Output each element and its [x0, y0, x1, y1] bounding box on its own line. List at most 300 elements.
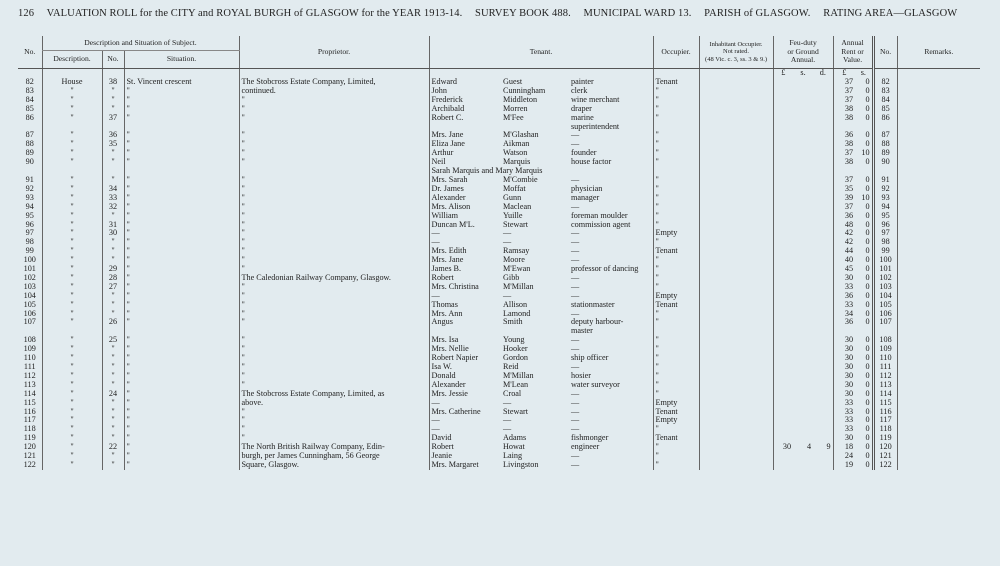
tenant-occupation: —	[571, 202, 580, 211]
feu-shillings	[793, 203, 813, 212]
entry-no-right: 114	[873, 390, 897, 399]
col-no-right: No.	[873, 36, 897, 68]
inhabitant-occupier	[699, 292, 773, 301]
occupier: "	[653, 238, 699, 247]
description: "	[42, 114, 102, 123]
proprietor: "	[239, 256, 429, 265]
rent-pounds: 36	[833, 212, 855, 221]
tenant-forename: Dr. James	[429, 185, 501, 194]
tenant-surname: M'Combie	[503, 175, 538, 184]
rent-shillings: 0	[865, 140, 870, 149]
occupier: Tenant	[653, 434, 699, 443]
entry-no: 105	[23, 300, 36, 309]
proprietor: "	[239, 381, 429, 390]
inhabitant-occupier	[699, 229, 773, 238]
rent-pounds: 30	[833, 274, 855, 283]
col-no: No.	[18, 36, 42, 68]
proprietor: "	[239, 149, 429, 158]
rent-pounds: 36	[833, 318, 855, 327]
tenant-forename: Alexander	[429, 194, 501, 203]
street-number	[102, 327, 124, 336]
table-row	[18, 105, 980, 114]
rent-pounds: 24	[833, 452, 855, 461]
feu-pounds	[773, 87, 793, 96]
inhabitant-occupier	[699, 399, 773, 408]
feu-pence	[813, 167, 833, 176]
tenant-occupation: draper	[571, 104, 592, 113]
tenant-occupation: —	[571, 131, 580, 140]
tenant-forename: Mrs. Catherine	[429, 408, 501, 417]
situation: "	[124, 96, 239, 105]
entry-no: 120	[23, 443, 36, 452]
situation: "	[124, 390, 239, 399]
entry-no: 106	[23, 309, 36, 318]
entry-no-right: 95	[873, 212, 897, 221]
entry-no-right: 113	[873, 381, 897, 390]
feu-pounds	[773, 221, 793, 230]
inhabitant-occupier	[699, 434, 773, 443]
table-row	[18, 131, 980, 140]
remarks	[897, 203, 980, 212]
occupier: "	[653, 381, 699, 390]
feu-pence	[813, 408, 833, 417]
proprietor: "	[239, 372, 429, 381]
feu-pence	[813, 327, 833, 336]
feu-shillings	[793, 256, 813, 265]
inhabitant-occupier	[699, 247, 773, 256]
parish: PARISH of GLASGOW.	[704, 8, 811, 19]
col-occupier: Occupier.	[653, 36, 699, 68]
occupier: "	[653, 87, 699, 96]
description: "	[42, 390, 102, 399]
rent-shillings: 0	[865, 184, 870, 193]
tenant-occupation: house factor	[571, 158, 612, 167]
municipal-ward: MUNICIPAL WARD 13.	[583, 8, 692, 19]
feu-shillings	[793, 78, 813, 87]
table-row	[18, 345, 980, 354]
proprietor: "	[239, 221, 429, 230]
rent-pounds: 37	[833, 176, 855, 185]
inhabitant-occupier	[699, 408, 773, 417]
tenant-forename: William	[429, 212, 501, 221]
tenant-forename: Eliza Jane	[429, 140, 501, 149]
col-feu-duty	[773, 36, 833, 68]
rent-pounds: 33	[833, 408, 855, 417]
tenant-surname: Middleton	[503, 95, 538, 104]
situation: "	[124, 283, 239, 292]
street-number: 34	[102, 185, 124, 194]
entry-no	[18, 123, 42, 132]
situation	[124, 167, 239, 176]
remarks	[897, 176, 980, 185]
feu-pounds	[773, 265, 793, 274]
tenant-occupation: —	[571, 336, 580, 345]
tenant-forename: David	[429, 434, 501, 443]
rent-shillings: 0	[865, 407, 870, 416]
remarks	[897, 105, 980, 114]
table-row	[18, 238, 980, 247]
entry-no: 112	[23, 371, 36, 380]
entry-no: 115	[23, 398, 36, 407]
inhabitant-occupier	[699, 416, 773, 425]
feu-pounds	[773, 96, 793, 105]
description: "	[42, 105, 102, 114]
occupier: "	[653, 452, 699, 461]
rent-pounds: 38	[833, 105, 855, 114]
remarks	[897, 131, 980, 140]
tenant-forename: Archibald	[429, 105, 501, 114]
street-number: "	[102, 105, 124, 114]
rent-pounds: 37	[833, 96, 855, 105]
feu-pence	[813, 363, 833, 372]
situation: "	[124, 408, 239, 417]
entry-no-right	[873, 167, 897, 176]
feu-pence: 9	[826, 443, 831, 452]
proprietor: "	[239, 283, 429, 292]
entry-no-right: 97	[873, 229, 897, 238]
feu-shillings	[793, 265, 813, 274]
rent-pounds: 33	[833, 416, 855, 425]
feu-pounds	[773, 247, 793, 256]
feu-line-2: or Ground	[787, 46, 819, 56]
tenant-surname: M'Fee	[503, 113, 524, 122]
rent-pounds: 30	[833, 345, 855, 354]
tenant-forename: Edward	[429, 78, 501, 87]
feu-shillings	[793, 381, 813, 390]
occupier: "	[653, 221, 699, 230]
rent-shillings: 0	[865, 452, 870, 461]
situation: "	[124, 301, 239, 310]
feu-pounds	[773, 381, 793, 390]
inhabitant-occupier	[699, 443, 773, 452]
rent-pounds: 48	[833, 221, 855, 230]
feu-pence	[813, 425, 833, 434]
feu-pounds	[773, 203, 793, 212]
occupier: "	[653, 265, 699, 274]
occupier	[653, 167, 699, 176]
inhabitant-occupier	[699, 274, 773, 283]
feu-pence	[813, 247, 833, 256]
tenant-surname: M'Millan	[503, 371, 534, 380]
tenant-forename: Mrs. Christina	[429, 283, 501, 292]
inhabitant-occupier	[699, 105, 773, 114]
entry-no-right: 89	[873, 149, 897, 158]
situation: "	[124, 229, 239, 238]
tenant-surname: Gibb	[503, 273, 520, 282]
occupier: "	[653, 105, 699, 114]
inhabitant-occupier	[699, 256, 773, 265]
rent-shillings	[855, 167, 873, 176]
inhabitant-occupier	[699, 185, 773, 194]
feu-pence	[813, 123, 833, 132]
proprietor: "	[239, 131, 429, 140]
col-tenant: Tenant.	[429, 36, 653, 68]
proprietor: "	[239, 425, 429, 434]
tenant-occupation: —	[571, 452, 580, 461]
rent-pounds: 38	[833, 140, 855, 149]
tenant-surname: —	[503, 229, 512, 238]
tenant-surname: —	[503, 238, 512, 247]
inhabitant-line-1: Inhabitant Occupier.	[709, 40, 763, 48]
inhabitant-occupier	[699, 283, 773, 292]
table-row	[18, 78, 980, 87]
rent-pounds: 36	[833, 292, 855, 301]
remarks	[897, 194, 980, 203]
occupier: "	[653, 274, 699, 283]
remarks	[897, 434, 980, 443]
proprietor: The North British Railway Company, Edin-	[239, 443, 429, 452]
rent-pounds: 30	[833, 390, 855, 399]
remarks	[897, 372, 980, 381]
table-row	[18, 461, 980, 470]
description: "	[42, 318, 102, 327]
description: "	[42, 131, 102, 140]
tenant-forename: Mrs. Jessie	[429, 390, 501, 399]
table-row	[18, 140, 980, 149]
proprietor: "	[239, 408, 429, 417]
entry-no-right: 94	[873, 203, 897, 212]
rent-shillings: 0	[865, 363, 870, 371]
table-row	[18, 381, 980, 390]
proprietor: "	[239, 140, 429, 149]
rent-shillings: 0	[865, 371, 870, 380]
table-row	[18, 194, 980, 203]
remarks	[897, 416, 980, 425]
tenant-forename: —	[429, 292, 501, 301]
entry-no-right: 106	[873, 310, 897, 319]
tenant-occupation: —	[571, 282, 580, 291]
proprietor	[239, 167, 429, 176]
entry-no: 118	[23, 425, 36, 434]
inhabitant-occupier	[699, 265, 773, 274]
table-row	[18, 185, 980, 194]
occupier: "	[653, 185, 699, 194]
tenant-surname: Marquis	[503, 158, 531, 167]
entry-no: 107	[23, 318, 36, 327]
tenant-surname: Moffat	[503, 184, 526, 193]
table-row	[18, 434, 980, 443]
tenant-forename: Thomas	[429, 301, 501, 310]
description: "	[42, 434, 102, 443]
remarks	[897, 310, 980, 319]
proprietor: "	[239, 434, 429, 443]
feu-shillings	[793, 283, 813, 292]
street-number: "	[102, 301, 124, 310]
inhabitant-occupier	[699, 390, 773, 399]
inhabitant-occupier	[699, 238, 773, 247]
inhabitant-occupier	[699, 203, 773, 212]
remarks	[897, 114, 980, 123]
feu-pence	[813, 194, 833, 203]
tenant-surname: Ramsay	[503, 247, 530, 256]
feu-pence	[813, 78, 833, 87]
situation: "	[124, 131, 239, 140]
tenant-occupation: —	[571, 389, 580, 398]
description: "	[42, 461, 102, 470]
feu-pence	[813, 185, 833, 194]
tenant-surname: M'Glashan	[503, 131, 539, 140]
table-row	[18, 452, 980, 461]
occupier: Empty	[653, 416, 699, 425]
remarks	[897, 399, 980, 408]
feu-shillings	[793, 461, 813, 470]
table-row	[18, 354, 980, 363]
remarks	[897, 274, 980, 283]
roll-body	[18, 78, 980, 470]
street-number: 25	[102, 336, 124, 345]
description: "	[42, 408, 102, 417]
description: "	[42, 443, 102, 452]
rent-pounds: 18	[833, 443, 855, 452]
inhabitant-occupier	[699, 114, 773, 123]
feu-pounds	[773, 283, 793, 292]
tenant-forename: James B.	[429, 265, 501, 274]
tenant-forename: Duncan M'L.	[429, 221, 501, 230]
tenant-occupation: —	[571, 175, 580, 184]
feu-pounds	[773, 140, 793, 149]
feu-shillings	[793, 229, 813, 238]
occupier: "	[653, 140, 699, 149]
inhabitant-occupier	[699, 78, 773, 87]
col-annual-rent	[833, 36, 873, 68]
feu-shillings	[793, 221, 813, 230]
tenant-forename: —	[429, 425, 501, 434]
tenant-occupation: foreman moulder	[571, 211, 628, 220]
entry-no-right: 102	[873, 274, 897, 283]
unit-shilling: s.	[800, 68, 806, 77]
proprietor: "	[239, 105, 429, 114]
feu-shillings	[793, 327, 813, 336]
proprietor: "	[239, 229, 429, 238]
feu-shillings	[793, 140, 813, 149]
situation: "	[124, 176, 239, 185]
entry-no-right: 99	[873, 247, 897, 256]
rent-shillings: 0	[865, 95, 870, 104]
rent-shillings: 0	[865, 416, 870, 425]
tenant-occupation: —	[571, 460, 580, 469]
proprietor: burgh, per James Cunningham, 56 George	[239, 452, 429, 461]
description: "	[42, 87, 102, 96]
situation: "	[124, 318, 239, 327]
proprietor: The Caledonian Railway Company, Glasgow.	[239, 274, 429, 283]
entry-no: 110	[23, 354, 36, 363]
rent-shillings: 0	[865, 318, 870, 327]
situation: "	[124, 274, 239, 283]
proprietor: continued.	[239, 87, 429, 96]
tenant-surname: Allison	[503, 300, 528, 309]
tenant-forename: Mrs. Isa	[429, 336, 501, 345]
street-number: "	[102, 452, 124, 461]
street-number: "	[102, 158, 124, 167]
remarks	[897, 292, 980, 301]
tenant-forename: Angus	[429, 318, 501, 327]
situation: "	[124, 354, 239, 363]
street-number	[102, 167, 124, 176]
description: "	[42, 238, 102, 247]
remarks	[897, 140, 980, 149]
inhabitant-occupier	[699, 310, 773, 319]
tenant-occupation: —	[571, 425, 580, 434]
inhabitant-occupier	[699, 425, 773, 434]
description: "	[42, 194, 102, 203]
tenant-occupation: —	[571, 291, 580, 300]
feu-pounds	[773, 399, 793, 408]
tenant-forename: Sarah Marquis and Mary Marquis	[429, 167, 501, 176]
inhabitant-occupier	[699, 149, 773, 158]
feu-pounds	[773, 105, 793, 114]
survey-book: SURVEY BOOK 488.	[475, 8, 571, 19]
tenant-occupation: marine	[571, 113, 594, 122]
rent-shillings: 0	[865, 256, 870, 265]
feu-pounds	[773, 238, 793, 247]
occupier: "	[653, 345, 699, 354]
proprietor: The Stobcross Estate Company, Limited, as	[239, 390, 429, 399]
table-row	[18, 176, 980, 185]
feu-shillings	[793, 336, 813, 345]
tenant-forename: Robert Napier	[429, 354, 501, 363]
rent-shillings: 0	[865, 220, 870, 229]
tenant-surname: Gordon	[503, 354, 529, 363]
table-row	[18, 408, 980, 417]
street-number: "	[102, 408, 124, 417]
tenant-forename: —	[429, 399, 501, 408]
entry-no-right: 122	[873, 461, 897, 470]
rent-pounds: 36	[833, 131, 855, 140]
remarks	[897, 167, 980, 176]
situation: "	[124, 416, 239, 425]
entry-no: 108	[23, 336, 36, 345]
feu-pounds	[773, 158, 793, 167]
feu-shillings	[793, 318, 813, 327]
feu-pence	[813, 354, 833, 363]
occupier: "	[653, 256, 699, 265]
description: "	[42, 247, 102, 256]
situation: "	[124, 292, 239, 301]
proprietor	[239, 327, 429, 336]
valuation-table	[18, 36, 980, 470]
tenant-forename: Mrs. Jane	[429, 131, 501, 140]
feu-pence	[813, 238, 833, 247]
occupier: "	[653, 283, 699, 292]
tenant-forename: Mrs. Nellie	[429, 345, 501, 354]
proprietor: "	[239, 185, 429, 194]
situation: "	[124, 363, 239, 372]
feu-pounds	[773, 212, 793, 221]
street-number: "	[102, 425, 124, 434]
tenant-surname: —	[503, 425, 512, 434]
entry-no: 104	[23, 291, 36, 300]
tenant-surname: Young	[503, 336, 525, 345]
tenant-surname: Livingston	[503, 460, 539, 469]
description: "	[42, 310, 102, 319]
entry-no: 87	[25, 131, 34, 140]
feu-pence	[813, 274, 833, 283]
situation	[124, 327, 239, 336]
inhabitant-occupier	[699, 87, 773, 96]
remarks	[897, 87, 980, 96]
rent-pounds: 33	[833, 399, 855, 408]
tenant-occupation: —	[571, 416, 580, 425]
inhabitant-occupier	[699, 158, 773, 167]
tenant-surname: Lamond	[503, 309, 531, 318]
page-number: 126	[18, 8, 35, 19]
feu-pounds	[773, 292, 793, 301]
feu-pence	[813, 416, 833, 425]
feu-shillings	[793, 399, 813, 408]
tenant-surname: Hooker	[503, 345, 528, 354]
tenant-occupation: —	[571, 229, 580, 238]
feu-shillings	[793, 105, 813, 114]
